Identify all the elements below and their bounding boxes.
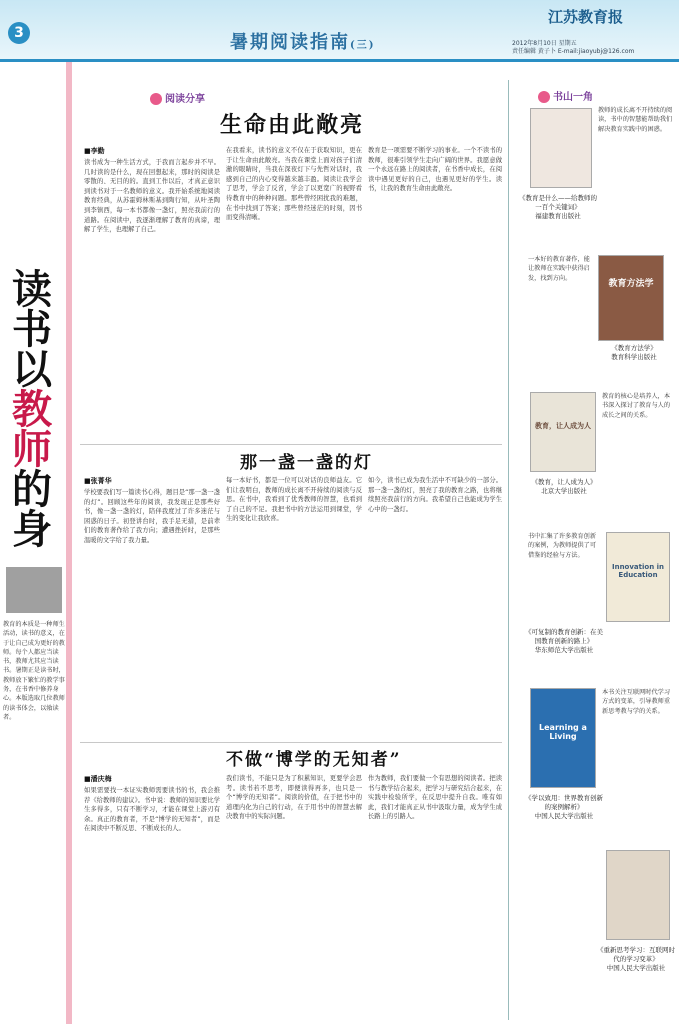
book-note-5: 本书关注互联网时代学习方式的变革，引导教师重新思考教与学的关系。 [602, 689, 671, 715]
article3-byline: ■潘庆梅 [84, 775, 112, 783]
article3-col1: 如果需要找一本证实教师需要读书的书，我会推荐《给教师的建议》。书中说：教师的知识要比学生多得多，只有不断学习，才能在课堂上游刃有余。真正的教育者，不是“博学的无知者”，而是在阅读中不断反思、不断成长的人。 [84, 787, 220, 833]
book-cover-2: 教育方法学 [598, 255, 664, 341]
article2-title: 那一盏一盏的灯 [240, 453, 373, 473]
big-char: 身 [12, 506, 52, 553]
book-caption-1: 《教育是什么——给教师的一百个关键词》 福建教育出版社 [519, 194, 597, 220]
article1-byline: ■李勤 [84, 147, 105, 155]
tag-dot-icon [538, 91, 550, 103]
divider [80, 742, 502, 743]
tag-reading-share: 阅读分享 [150, 90, 205, 105]
big-char: 读 [12, 266, 52, 313]
page-title: 暑期阅读指南(三) [230, 32, 376, 53]
big-char: 的 [12, 466, 52, 513]
book-note-2: 一本好的教育著作，能让教师在实践中获得启发，找到方向。 [528, 256, 590, 282]
article2-col3: 如今，读书已成为我生活中不可缺少的一部分。那一盏一盏的灯，照亮了我的教育之路，也将继续照亮我前行的方向。我希望自己也能成为学生心中的一盏灯。 [368, 477, 502, 513]
left-decor-bar [66, 62, 72, 1024]
big-char-accent: 师 [12, 426, 52, 473]
page-number: 3 [8, 22, 30, 44]
article1-title: 生命由此敞亮 [220, 112, 365, 138]
big-char: 以 [12, 346, 52, 393]
book-note-4: 书中汇集了许多教育创新的案例，为教师提供了可借鉴的经验与方法。 [528, 533, 597, 559]
book-cover-3: 教育，让人成为人 [530, 392, 596, 472]
tag-dot-icon [150, 93, 162, 105]
article2-col1: 学校要我们写一篇读书心得，题目是“那一盏一盏的灯”。回顾这些年的阅读，我发现正是那些好书，像一盏一盏的灯，陪伴我度过了许多迷茫与困惑的日子。初登讲台时，我手足无措，是前辈们的教育著作给了我方向；遭遇挫折时，是那些温暖的文字给了我力量。 [84, 489, 220, 544]
big-char: 书 [12, 306, 52, 353]
hand-photo [6, 567, 62, 613]
book-note-1: 教师的成长离不开持续的阅读，书中的智慧能帮助我们解决教育实践中的困惑。 [598, 107, 673, 133]
book-caption-5: 《学以致用：世界教育创新的案例解析》 中国人民大学出版社 [525, 794, 603, 820]
article1-col2: 在我看来，读书的意义不仅在于获取知识，更在于让生命由此敞亮。当我在课堂上面对孩子们清澈的眼睛时，当我在深夜灯下与先哲对话时，我感到自己的内心变得越来越丰盈。阅读让我学会了思考，学会了反省，学会了以更宽广的视野看待教育中的种种问题。那些曾经困扰我的难题，在书中找到了答案；那些曾经迷茫的时刻，因书而变得清晰。 [226, 147, 362, 222]
book-caption-2: 《教育方法学》 教育科学出版社 [611, 344, 657, 361]
article1-col3: 教育是一项需要不断学习的事业。一个不读书的教师，很难引领学生走向广阔的世界。我愿意做一个永远在路上的阅读者，在书香中成长，在阅读中遇见更好的自己，也遇见更好的学生。读书，让我的教育生命由此敞亮。 [368, 147, 502, 193]
column-rule [508, 80, 509, 1020]
newspaper-logo: 江苏教育报 [548, 8, 624, 26]
book-cover-4: Innovation in Education [606, 532, 670, 622]
article3-col3: 作为教师，我们要做一个有思想的阅读者。把读书与教学结合起来，把学习与研究结合起来，在实践中检验所学，在反思中提升自我。唯有如此，我们才能真正从书中汲取力量，成为学生成长路上的引路人。 [368, 775, 502, 821]
book-cover-5: Learning a Living [530, 688, 596, 788]
book-caption-6: 《重新思考学习：互联网时代的学习变革》 中国人民大学出版社 [597, 946, 675, 972]
header-meta: 2012年8月10日 星期五 责任编辑 黄子卜 E-mail:jiaoyubj@126.com [512, 40, 635, 55]
book-cover-6 [606, 850, 670, 940]
tag-book-corner: 书山一角 [538, 88, 593, 103]
divider [80, 444, 502, 445]
article2-byline: ■张菁华 [84, 477, 112, 485]
article1-col1: 读书成为一种生活方式，于我而言起步并不早。几时读的是什么，现在回想起来，那时的阅读是零散的、无目的的。直到工作以后，才真正意识到读书对于一名教师的意义。我开始系统地阅读教育经典，从苏霍姆林斯基到陶行知，从叶圣陶到李镇西，每一本书都像一盏灯，照亮我前行的道路。在阅读中，我逐渐理解了教育的真谛，理解了学生，也理解了自己。 [84, 159, 220, 234]
big-char-accent: 教 [12, 386, 52, 433]
book-cover-1 [530, 108, 592, 188]
book-note-3: 教育的核心是培养人，本书深入探讨了教育与人的成长之间的关系。 [602, 393, 671, 419]
article2-col2: 每一本好书，都是一位可以对话的良师益友。它们让我明白，教师的成长离不开持续的阅读与反思。在书中，我看到了优秀教师的智慧，也看到了自己的不足。我把书中的方法运用到课堂，学生的变化让我欣喜。 [226, 477, 362, 523]
article3-title: 不做“博学的无知者” [226, 750, 402, 770]
book-caption-4: 《可复制的教育创新：在美国教育创新的路上》 华东师范大学出版社 [525, 628, 603, 654]
book-caption-3: 《教育，让人成为人》 北京大学出版社 [531, 478, 597, 495]
left-intro-text: 教育的本质是一种师生活动，读书的意义，在于让自己成为更好的教师。每个人都应当读书，教师尤其应当读书。暑期正是读书时，教师放下繁忙的教学事务，在书香中修养身心。本版选取几位教师的读书体会，以飨读者。 [3, 621, 65, 721]
article3-col2: 我们读书，不能只是为了积累知识，更要学会思考。读书若不思考，即便读得再多，也只是一个“博学的无知者”。阅读的价值，在于把书中的道理内化为自己的行动，在于用书中的智慧去解决教育中的实际问题。 [226, 775, 362, 821]
